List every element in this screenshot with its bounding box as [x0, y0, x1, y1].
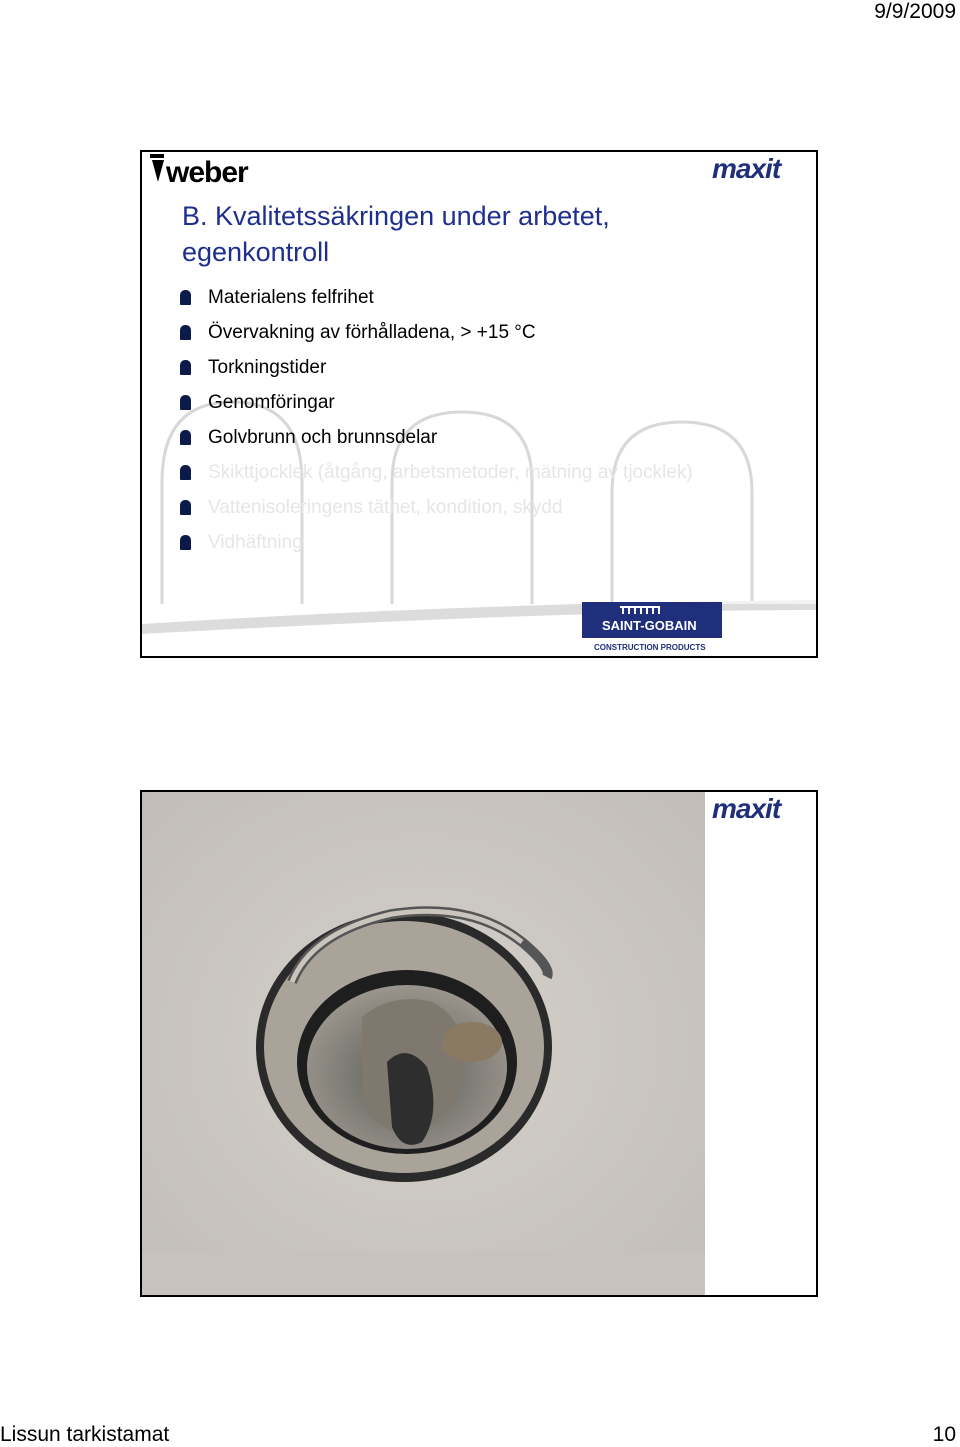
title-line-1: B. Kvalitetssäkringen under arbetet,	[182, 201, 610, 231]
bullet-text: Vidhäftning	[208, 532, 303, 553]
slide-1	[140, 150, 818, 658]
bullet-item	[180, 427, 780, 449]
bullet-item	[180, 287, 780, 309]
bullet-marker-icon	[180, 430, 191, 445]
bullet-text: Skikttjocklek (åtgång, arbetsmetoder, mätning av tjocklek)	[208, 462, 693, 483]
svg-text:CONSTRUCTION PRODUCTS: CONSTRUCTION PRODUCTS	[594, 643, 706, 652]
bullet-marker-icon	[180, 325, 191, 340]
bullet-text: Torkningstider	[208, 357, 327, 378]
saint-gobain-logo	[582, 602, 722, 654]
footer-note: Lissun tarkistamat	[0, 1423, 170, 1446]
svg-text:maxit: maxit	[712, 793, 781, 824]
maxit-logo	[710, 792, 810, 826]
bullet-item	[180, 462, 780, 484]
bullet-item	[180, 322, 780, 344]
svg-text:maxit: maxit	[712, 153, 781, 184]
slide2-side-panel	[705, 792, 816, 1297]
slide-2	[140, 790, 818, 1297]
bullet-marker-icon	[180, 360, 191, 375]
bullet-text: Genomföringar	[208, 392, 335, 413]
slide-title	[182, 198, 782, 270]
maxit-logo	[710, 152, 810, 186]
bullet-item	[180, 392, 780, 414]
bullet-text: Golvbrunn och brunnsdelar	[208, 427, 438, 448]
bullet-marker-icon	[180, 290, 191, 305]
weber-logo	[148, 152, 272, 190]
bullet-text: Materialens felfrihet	[208, 287, 374, 308]
bullet-list	[180, 287, 780, 567]
bullet-text: Övervakning av förhålladena, > +15 °C	[208, 322, 536, 343]
svg-text:SAINT-GOBAIN: SAINT-GOBAIN	[602, 618, 697, 633]
floor-drain-photo	[142, 792, 705, 1297]
bullet-item	[180, 497, 780, 519]
title-line-2: egenkontroll	[182, 237, 330, 267]
bullet-marker-icon	[180, 500, 191, 515]
page-date: 9/9/2009	[874, 0, 956, 23]
page-number: 10	[932, 1423, 956, 1446]
svg-text:weber: weber	[166, 156, 248, 189]
bullet-marker-icon	[180, 465, 191, 480]
bullet-item	[180, 532, 780, 554]
bullet-text: Vattenisoleringens täthet, kondition, skydd	[208, 497, 563, 518]
bullet-marker-icon	[180, 395, 191, 410]
bullet-item	[180, 357, 780, 379]
bullet-marker-icon	[180, 535, 191, 550]
